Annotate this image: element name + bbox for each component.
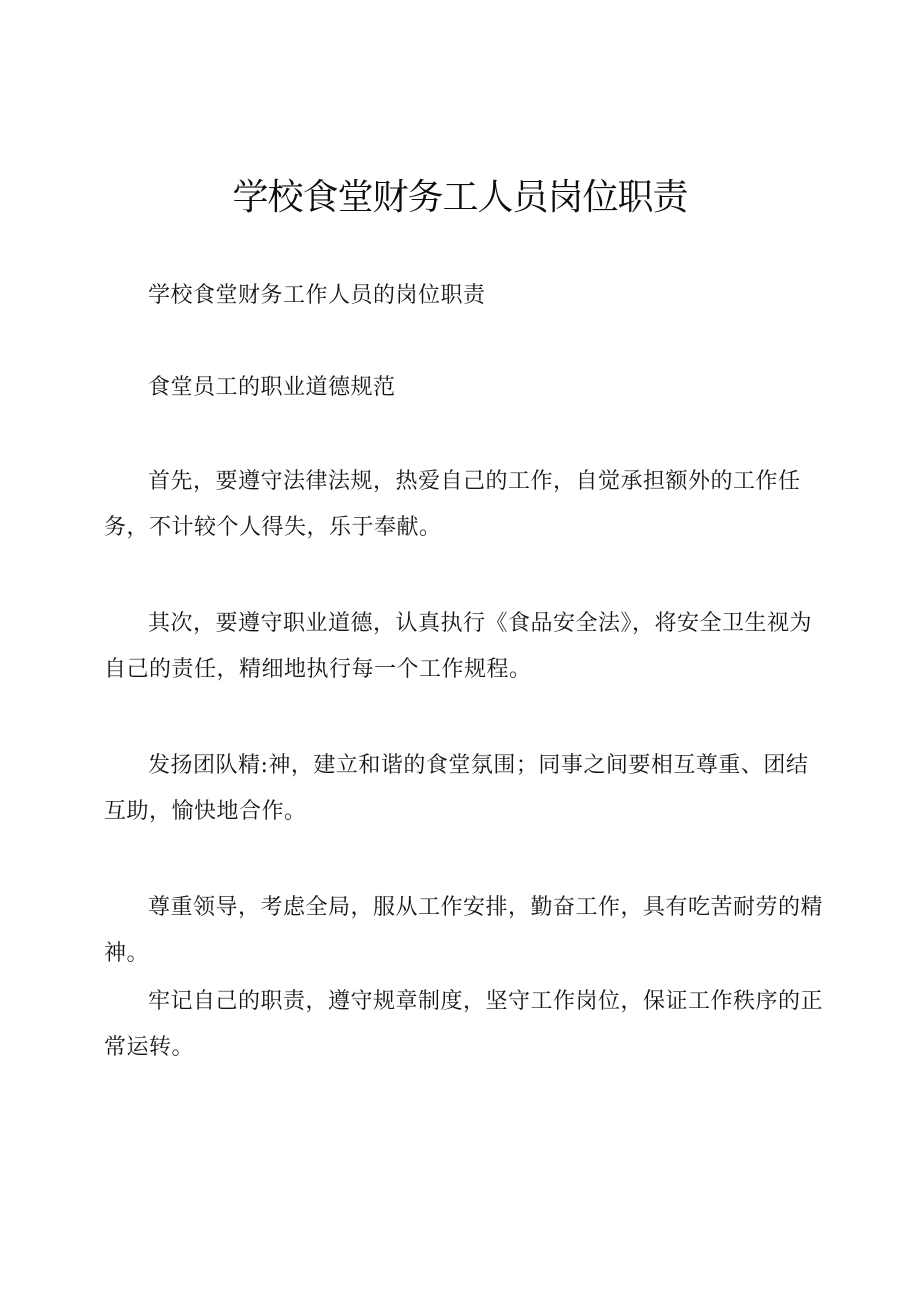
- paragraph-duties: 牢记自己的职责，遵守规章制度，坚守工作岗位，保证工作秩序的正常运转。: [104, 989, 824, 1060]
- document-title: 学校食堂财务工人员岗位职责: [232, 177, 688, 218]
- paragraph-section-heading: 食堂员工的职业道德规范: [148, 375, 396, 400]
- paragraph-second: 其次，要遵守职业道德，认真执行《食品安全法》，将安全卫生视为自己的责任，精细地执行每一个工作规程。: [104, 611, 813, 682]
- paragraph-first: 首先，要遵守法律法规，热爱自己的工作，自觉承担额外的工作任务，不计较个人得失，乐于奉献。: [104, 469, 801, 540]
- paragraph-respect-leaders: 尊重领导，考虑全局，服从工作安排，勤奋工作，具有吃苦耐劳的精神。: [104, 895, 824, 966]
- paragraph-teamwork: 发扬团队精:神，建立和谐的食堂氛围；同事之间要相互尊重、团结互助，愉快地合作。: [104, 753, 809, 824]
- paragraph-subtitle: 学校食堂财务工作人员的岗位职责: [148, 283, 486, 308]
